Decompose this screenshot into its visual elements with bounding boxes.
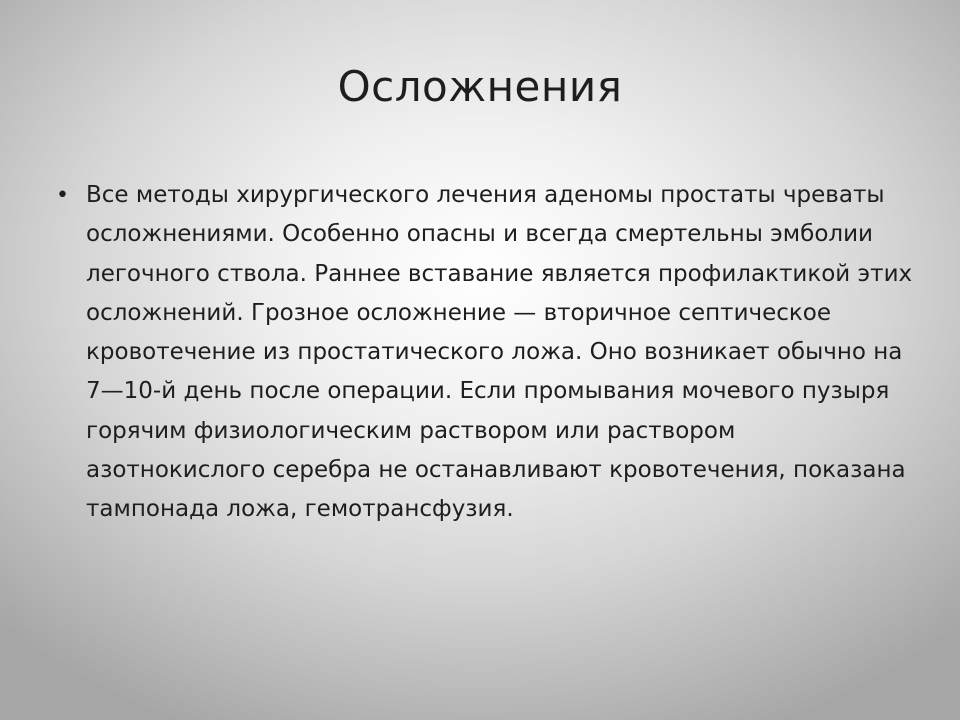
bullet-icon: • [56,183,69,208]
bullet-text: Все методы хирургического лечения аденомы простаты чреваты осложнениями. Особенно опасны и всегда смертельны эмболии легочного ствола. Раннее вставание является профилактикой этих осложнений. Грозное осложнение — вторичное септическое кровотечение из простатического ложа. Оно возникает обычно на 7—10-й день после операции. Если промывания мочевого пузыря горячим физиологическим раствором или раствором азотнокислого серебра не останавливают кровотечения, показана тампонада ложа, гемотрансфузия. [86,182,913,523]
slide-body [56,176,916,530]
bullet-item [56,176,916,530]
slide-title: Осложнения [337,62,623,111]
